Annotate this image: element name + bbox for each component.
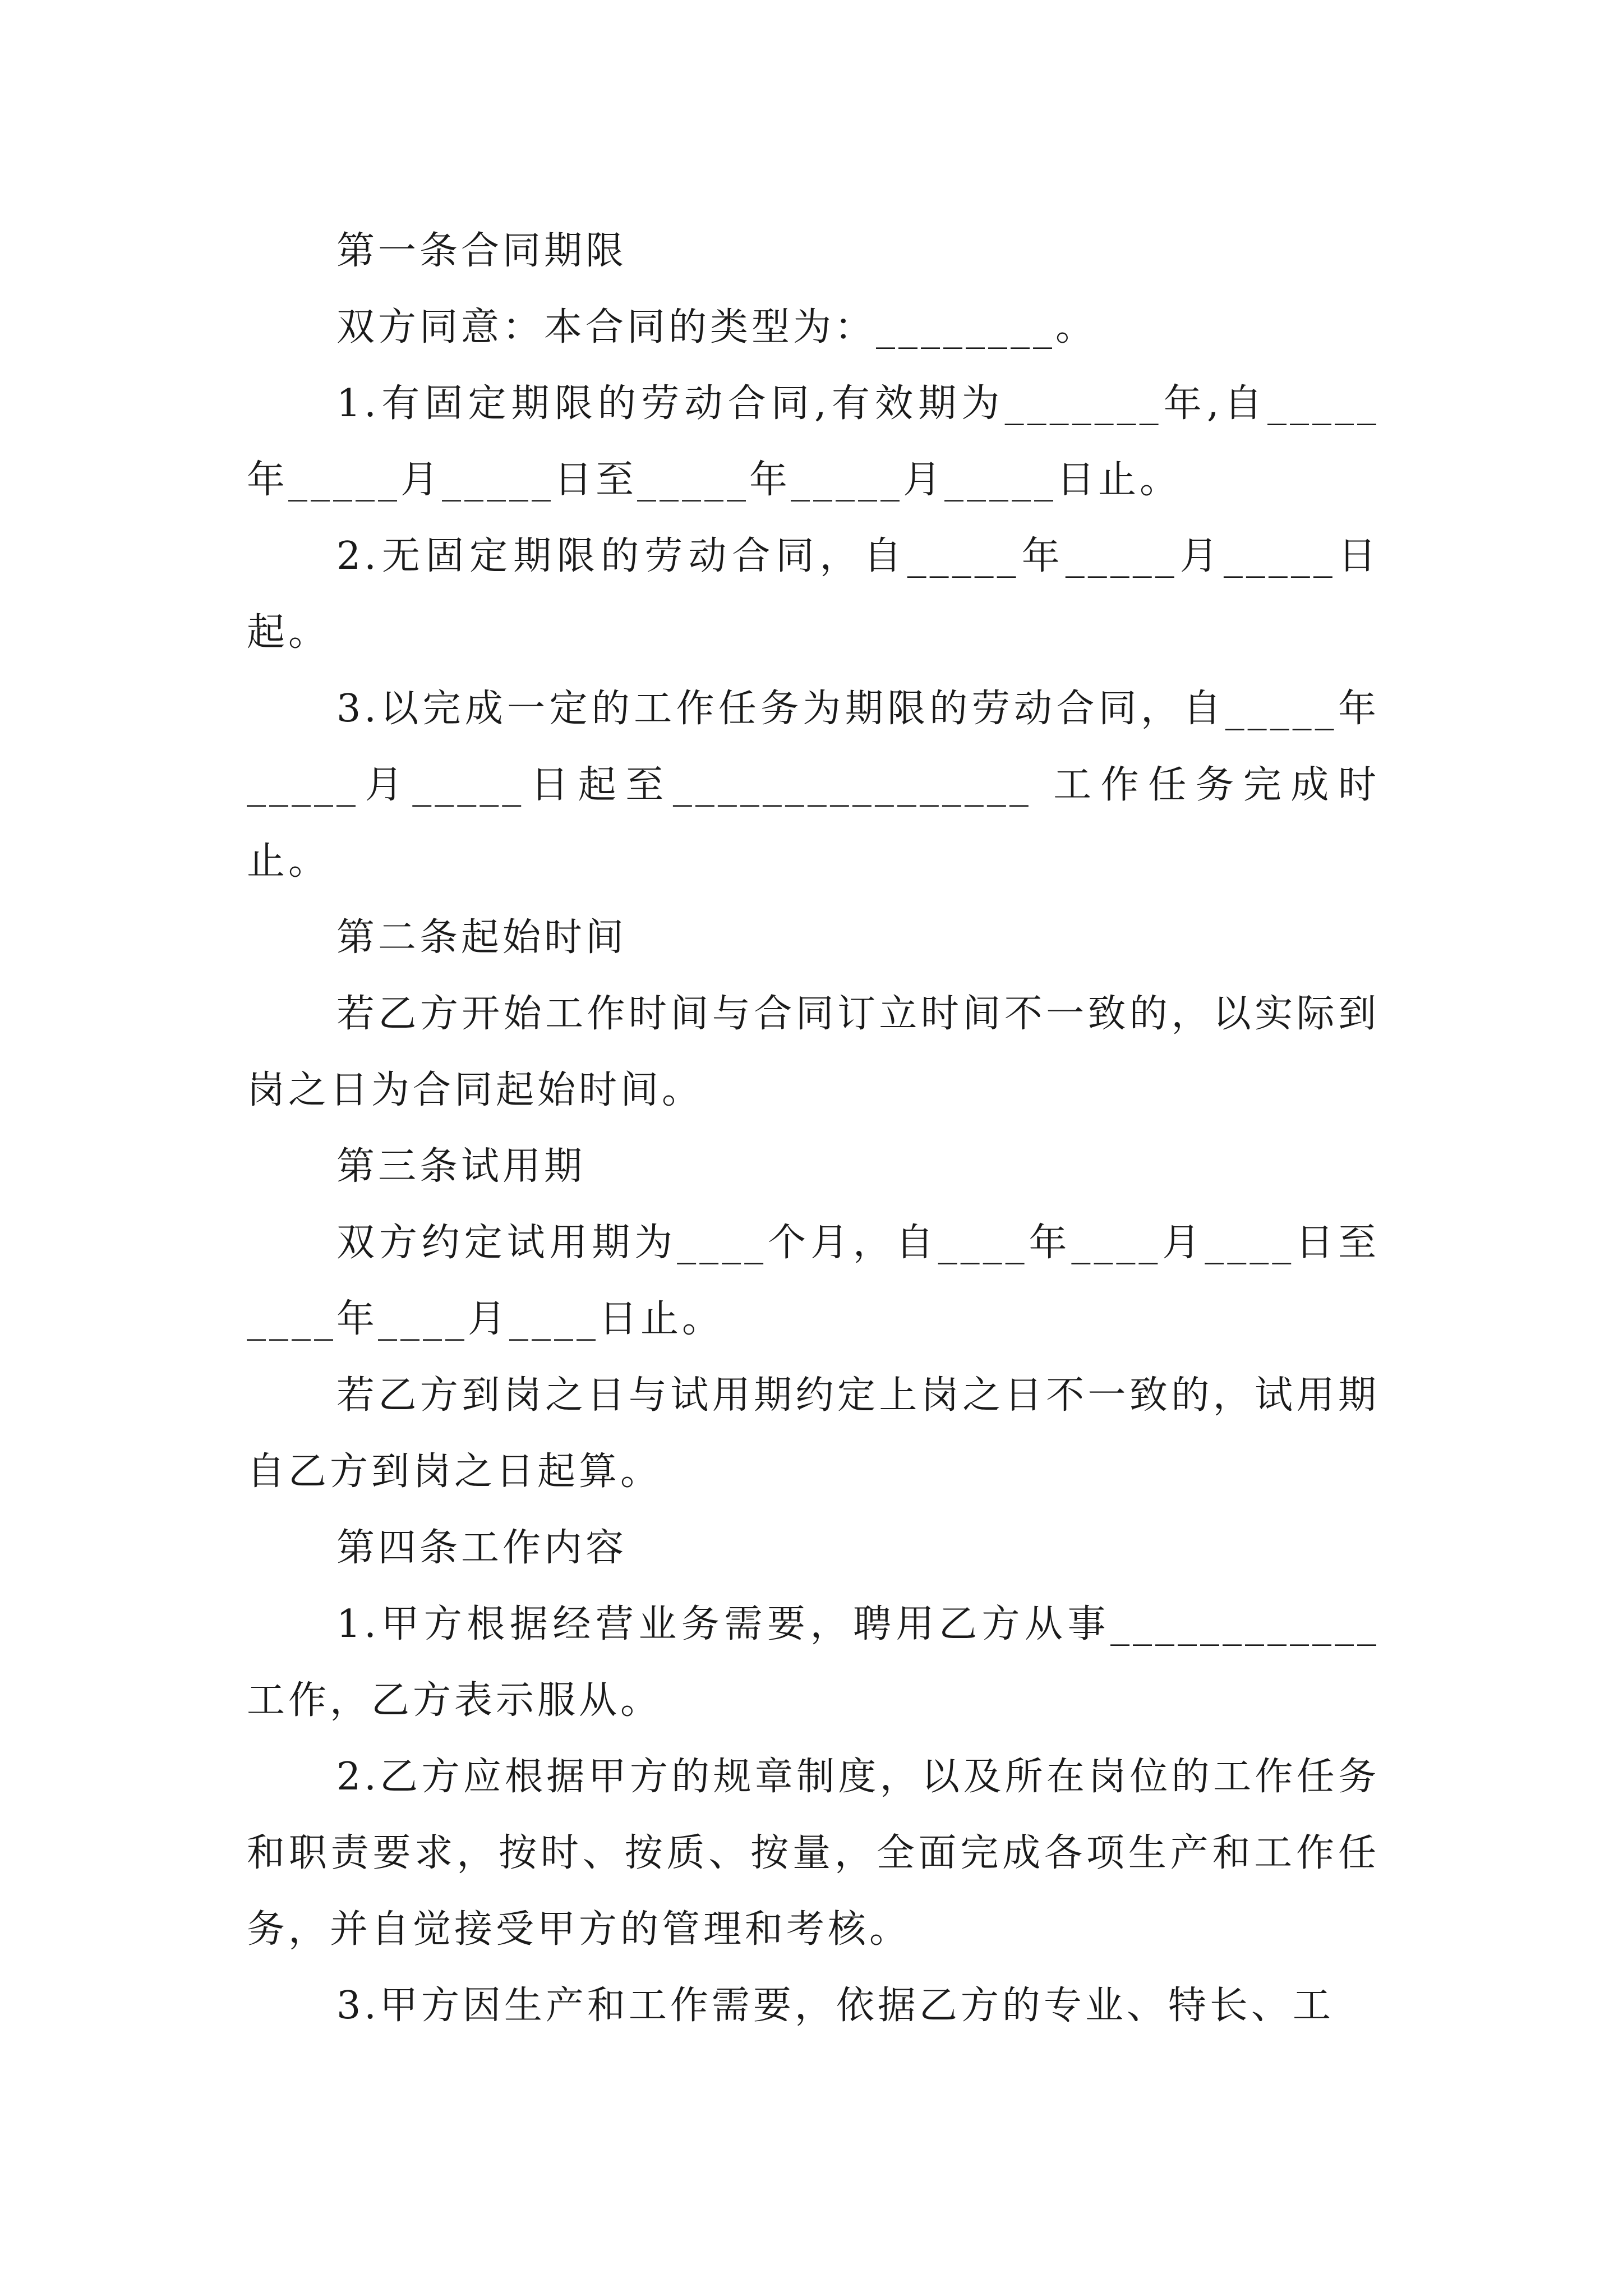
- probation-period-clause: 双方约定试用期为____个月，自____年____月____日至____年____月____日止。: [247, 1221, 1380, 1341]
- job-adjustment-clause: 3.甲方因生产和工作需要，依据乙方的专业、特长、工: [336, 1984, 1334, 2028]
- document-body: [247, 213, 1380, 2044]
- heading-article-3: 第三条试用期: [336, 1144, 586, 1189]
- task-term-clause: 3.以完成一定的工作任务为期限的劳动合同，自_____年_____月_____日起至________________ 工作任务完成时止。: [247, 687, 1380, 884]
- job-assignment-clause: 1.甲方根据经营业务需要，聘用乙方从事____________工作，乙方表示服从。: [247, 1602, 1380, 1723]
- heading-article-2: 第二条起始时间: [336, 915, 628, 960]
- heading-article-4: 第四条工作内容: [336, 1526, 628, 1570]
- contract-type-line: 双方同意：本合同的类型为：________。: [336, 305, 1098, 349]
- open-term-clause: 2.无固定期限的劳动合同，自_____年_____月_____日起。: [247, 534, 1380, 655]
- fixed-term-clause: 1.有固定期限的劳动合同,有效期为_______年,自_____年_____月_____日至_____年_____月_____日止。: [247, 381, 1380, 502]
- duty-requirement-clause: 2.乙方应根据甲方的规章制度，以及所在岗位的工作任务和职责要求，按时、按质、按量，全面完成各项生产和工作任务，并自觉接受甲方的管理和考核。: [247, 1755, 1380, 1952]
- probation-start-clause: 若乙方到岗之日与试用期约定上岗之日不一致的，试用期自乙方到岗之日起算。: [247, 1373, 1380, 1494]
- heading-article-1: 第一条合同期限: [336, 229, 628, 273]
- start-time-clause: 若乙方开始工作时间与合同订立时间不一致的，以实际到岗之日为合同起始时间。: [247, 992, 1380, 1112]
